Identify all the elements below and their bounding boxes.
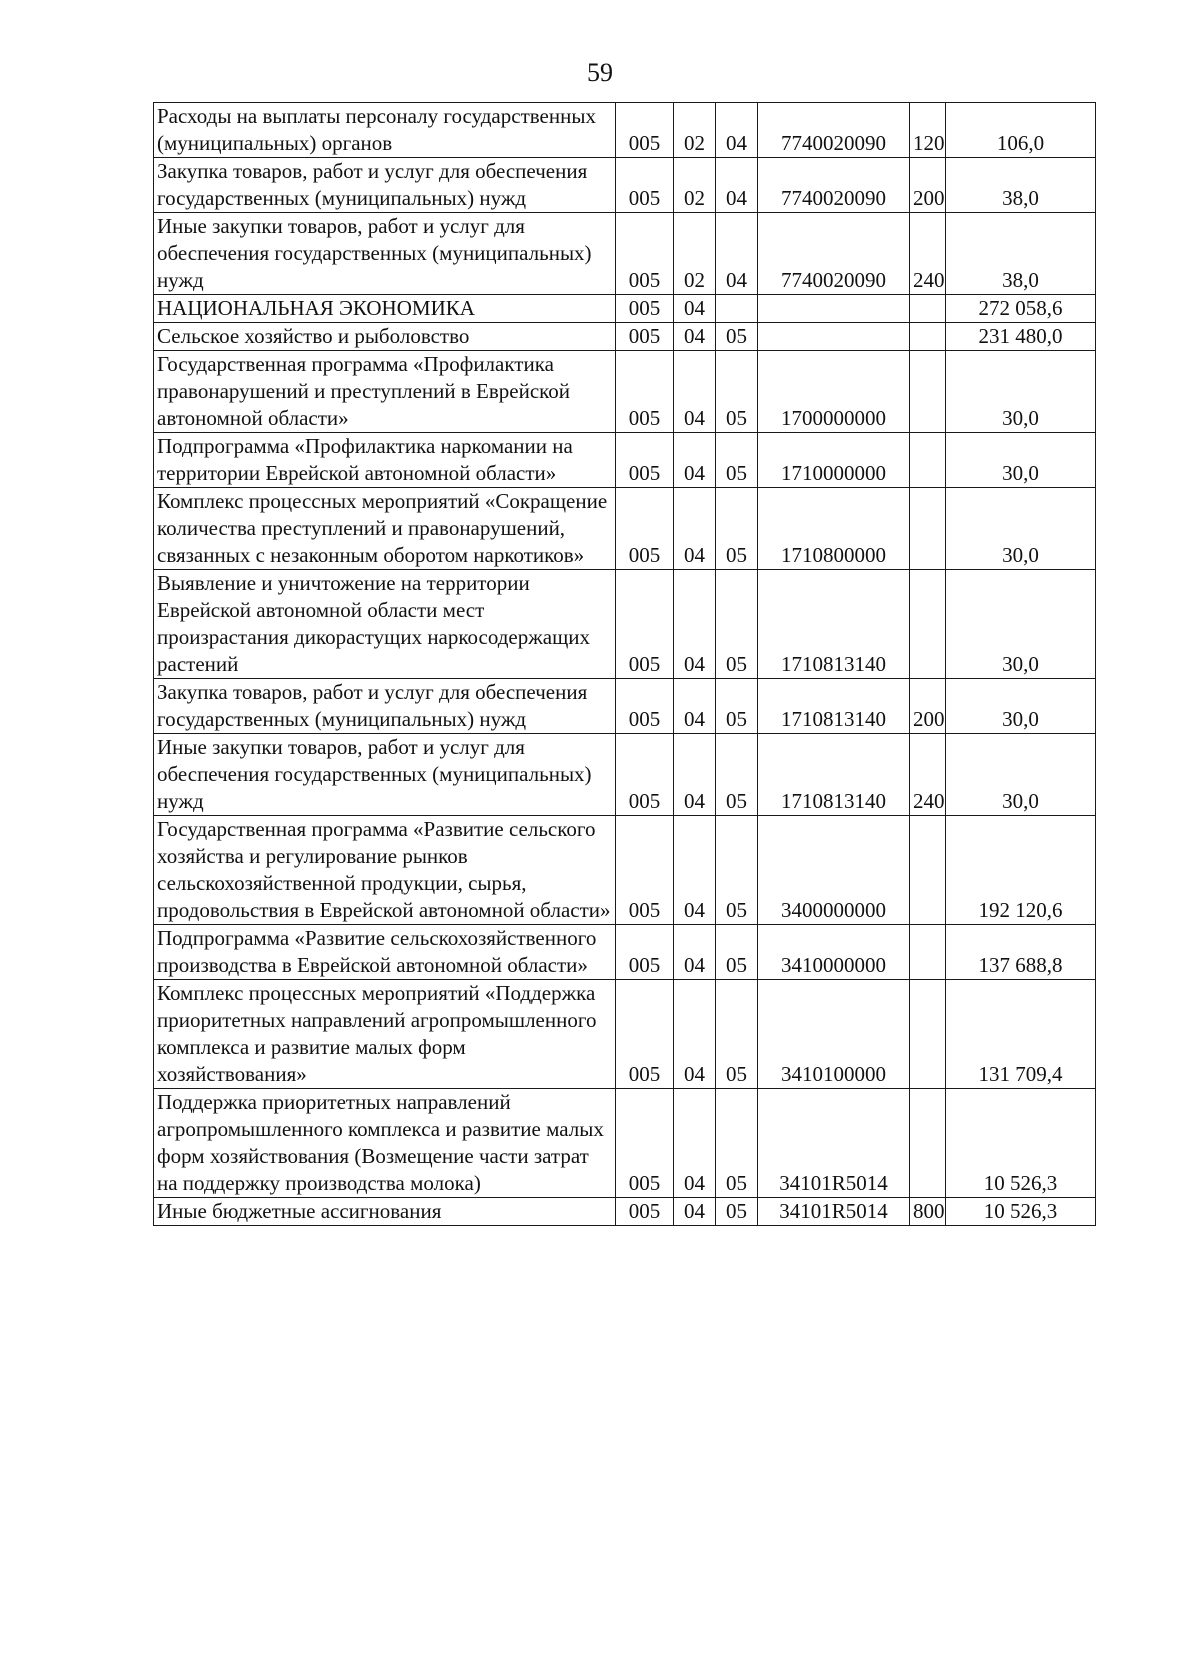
row-grbs: 005 [616,158,674,213]
row-csr: 1710800000 [758,488,910,570]
row-sum: 106,0 [946,103,1096,158]
row-csr: 1710813140 [758,679,910,734]
row-pr: 05 [716,433,758,488]
table-row [154,570,1096,679]
table-row [154,925,1096,980]
row-csr: 34101R5014 [758,1198,910,1226]
row-rz: 02 [674,158,716,213]
row-csr: 3410000000 [758,925,910,980]
row-pr: 05 [716,570,758,679]
row-vr [910,816,946,925]
row-rz: 04 [674,488,716,570]
row-pr: 05 [716,679,758,734]
row-sum: 131 709,4 [946,980,1096,1089]
row-grbs: 005 [616,679,674,734]
row-rz: 02 [674,103,716,158]
table-row [154,103,1096,158]
row-sum: 192 120,6 [946,816,1096,925]
row-csr: 3400000000 [758,816,910,925]
row-grbs: 005 [616,103,674,158]
row-name: НАЦИОНАЛЬНАЯ ЭКОНОМИКА [154,295,616,323]
row-rz: 04 [674,323,716,351]
row-grbs: 005 [616,213,674,295]
row-name: Поддержка приоритетных направлений агропромышленного комплекса и развитие малых форм хозяйствования (Возмещение части затрат на поддержку производства молока) [154,1089,616,1198]
row-rz: 04 [674,1089,716,1198]
row-vr [910,351,946,433]
row-vr: 200 [910,158,946,213]
row-pr: 04 [716,158,758,213]
row-rz: 04 [674,734,716,816]
row-sum: 30,0 [946,734,1096,816]
row-grbs: 005 [616,816,674,925]
row-vr [910,980,946,1089]
table-row [154,734,1096,816]
row-rz: 04 [674,925,716,980]
table-row [154,323,1096,351]
row-name: Иные закупки товаров, работ и услуг для обеспечения государственных (муниципальных) нужд [154,734,616,816]
row-sum: 30,0 [946,679,1096,734]
table-row [154,980,1096,1089]
row-name: Иные бюджетные ассигнования [154,1198,616,1226]
row-sum: 137 688,8 [946,925,1096,980]
row-csr: 1700000000 [758,351,910,433]
row-pr: 05 [716,323,758,351]
row-sum: 30,0 [946,570,1096,679]
row-vr: 200 [910,679,946,734]
table-row [154,1089,1096,1198]
row-sum: 30,0 [946,433,1096,488]
row-name: Государственная программа «Профилактика правонарушений и преступлений в Еврейской автономной области» [154,351,616,433]
row-name: Государственная программа «Развитие сельского хозяйства и регулирование рынков сельскохозяйственной продукции, сырья, продовольствия в Еврейской автономной области» [154,816,616,925]
row-pr: 05 [716,734,758,816]
row-sum: 272 058,6 [946,295,1096,323]
row-csr: 3410100000 [758,980,910,1089]
row-vr [910,295,946,323]
row-rz: 04 [674,980,716,1089]
table-row [154,433,1096,488]
row-pr: 05 [716,925,758,980]
row-vr [910,433,946,488]
row-vr [910,488,946,570]
row-csr [758,295,910,323]
table-row [154,1198,1096,1226]
row-sum: 38,0 [946,158,1096,213]
row-rz: 02 [674,213,716,295]
row-rz: 04 [674,816,716,925]
row-csr [758,323,910,351]
row-pr: 05 [716,488,758,570]
row-name: Выявление и уничтожение на территории Еврейской автономной области мест произрастания дикорастущих наркосодержащих растений [154,570,616,679]
table-row [154,488,1096,570]
row-vr [910,323,946,351]
row-pr: 05 [716,1198,758,1226]
row-name: Закупка товаров, работ и услуг для обеспечения государственных (муниципальных) нужд [154,679,616,734]
row-grbs: 005 [616,323,674,351]
row-grbs: 005 [616,925,674,980]
row-sum: 38,0 [946,213,1096,295]
row-csr: 7740020090 [758,103,910,158]
row-grbs: 005 [616,980,674,1089]
row-sum: 10 526,3 [946,1198,1096,1226]
row-sum: 30,0 [946,488,1096,570]
table-row [154,816,1096,925]
row-pr: 04 [716,103,758,158]
row-rz: 04 [674,351,716,433]
row-grbs: 005 [616,488,674,570]
table-row [154,213,1096,295]
row-name: Расходы на выплаты персоналу государственных (муниципальных) органов [154,103,616,158]
table-row [154,679,1096,734]
row-pr: 05 [716,1089,758,1198]
row-grbs: 005 [616,570,674,679]
row-sum: 10 526,3 [946,1089,1096,1198]
row-csr: 1710000000 [758,433,910,488]
row-vr: 120 [910,103,946,158]
row-grbs: 005 [616,734,674,816]
row-grbs: 005 [616,1198,674,1226]
row-vr [910,925,946,980]
page-number: 59 [587,58,613,87]
row-grbs: 005 [616,433,674,488]
row-grbs: 005 [616,295,674,323]
table-row [154,351,1096,433]
row-csr: 7740020090 [758,213,910,295]
row-name: Подпрограмма «Развитие сельскохозяйственного производства в Еврейской автономной области» [154,925,616,980]
row-vr [910,570,946,679]
row-name: Сельское хозяйство и рыболовство [154,323,616,351]
table-row [154,158,1096,213]
row-name: Закупка товаров, работ и услуг для обеспечения государственных (муниципальных) нужд [154,158,616,213]
row-sum: 30,0 [946,351,1096,433]
row-vr: 240 [910,734,946,816]
row-name: Комплекс процессных мероприятий «Сокращение количества преступлений и правонарушений, связанных с незаконным оборотом наркотиков» [154,488,616,570]
row-name: Иные закупки товаров, работ и услуг для обеспечения государственных (муниципальных) нужд [154,213,616,295]
row-grbs: 005 [616,351,674,433]
row-name: Комплекс процессных мероприятий «Поддержка приоритетных направлений агропромышленного комплекса и развитие малых форм хозяйствования» [154,980,616,1089]
row-pr: 05 [716,351,758,433]
row-sum: 231 480,0 [946,323,1096,351]
row-vr: 240 [910,213,946,295]
row-rz: 04 [674,433,716,488]
row-rz: 04 [674,1198,716,1226]
row-rz: 04 [674,679,716,734]
row-pr: 05 [716,980,758,1089]
row-csr: 1710813140 [758,734,910,816]
row-pr: 05 [716,816,758,925]
row-grbs: 005 [616,1089,674,1198]
table-row [154,295,1096,323]
row-csr: 34101R5014 [758,1089,910,1198]
row-vr: 800 [910,1198,946,1226]
row-rz: 04 [674,570,716,679]
row-rz: 04 [674,295,716,323]
budget-table [153,102,1096,1226]
row-pr: 04 [716,213,758,295]
row-csr: 1710813140 [758,570,910,679]
row-name: Подпрограмма «Профилактика наркомании на территории Еврейской автономной области» [154,433,616,488]
row-pr [716,295,758,323]
row-csr: 7740020090 [758,158,910,213]
row-vr [910,1089,946,1198]
